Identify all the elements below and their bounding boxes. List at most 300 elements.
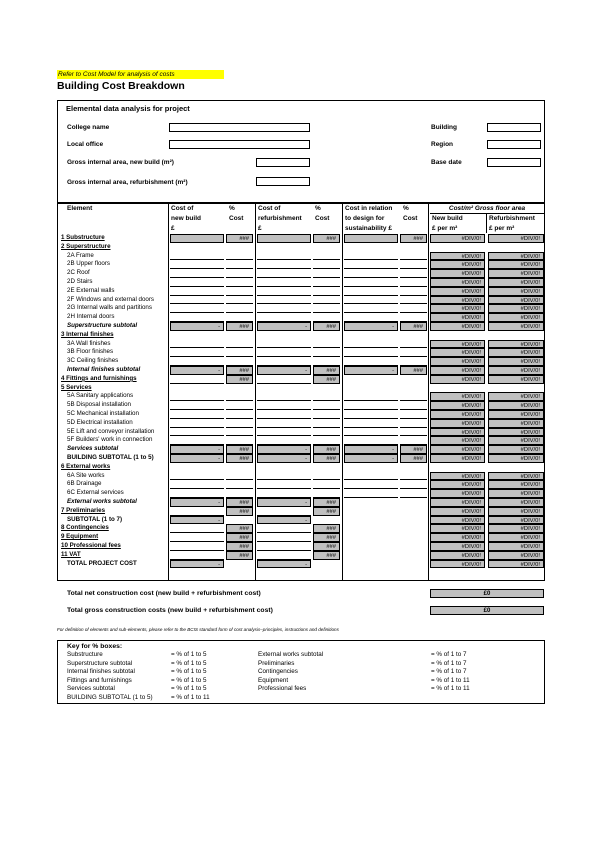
cell-p3[interactable]: [400, 410, 427, 419]
cell-c3: [344, 234, 398, 243]
cell-p3[interactable]: [400, 340, 427, 349]
region-label: Region: [431, 141, 454, 148]
key-element: Superstructure subtotal: [67, 659, 133, 667]
cell-c3[interactable]: [344, 313, 398, 322]
cell-c3: -: [344, 454, 398, 463]
key-col-formula: [171, 651, 210, 702]
cell-p3: ###: [400, 322, 427, 331]
table-row: [58, 357, 544, 366]
cell-p2[interactable]: [313, 419, 340, 428]
cell-p3[interactable]: [400, 480, 427, 489]
cell-p2[interactable]: [313, 472, 340, 481]
cell-g2: #DIV/0!: [488, 304, 544, 313]
cell-p3[interactable]: [400, 392, 427, 401]
cell-c3[interactable]: [344, 269, 398, 278]
cell-g2: #DIV/0!: [488, 551, 544, 560]
cell-c3: -: [344, 322, 398, 331]
cell-p3[interactable]: [400, 419, 427, 428]
cell-g1: #DIV/0!: [430, 551, 485, 560]
table-row: [58, 524, 544, 533]
cell-c3[interactable]: [344, 252, 398, 261]
table-row: [58, 322, 544, 331]
cell-c1: -: [170, 322, 224, 331]
cost-model-note: Refer to Cost Model for analysis of costs: [57, 70, 224, 79]
cell-p2: ###: [313, 507, 340, 516]
cell-p3[interactable]: [400, 436, 427, 445]
cell-g1: #DIV/0!: [430, 498, 485, 507]
cell-c2[interactable]: [257, 533, 311, 542]
table-row: [58, 260, 544, 269]
cell-p2[interactable]: [313, 392, 340, 401]
cell-g2: #DIV/0!: [488, 252, 544, 261]
cell-g1: #DIV/0!: [430, 348, 485, 357]
cell-p1[interactable]: [226, 401, 253, 410]
cell-c3[interactable]: [344, 489, 398, 498]
table-row: [58, 489, 544, 498]
cell-p3: ###: [400, 234, 427, 243]
key-formula: = % of 1 to 7: [431, 659, 467, 667]
cell-p3[interactable]: [400, 287, 427, 296]
cell-c3[interactable]: [344, 340, 398, 349]
cell-p2[interactable]: [313, 278, 340, 287]
cell-g1: #DIV/0!: [430, 436, 485, 445]
cell-p2[interactable]: [313, 348, 340, 357]
cell-g1: #DIV/0!: [430, 524, 485, 533]
cell-c2[interactable]: [257, 428, 311, 437]
cell-g1: #DIV/0!: [430, 480, 485, 489]
cell-p3: ###: [400, 366, 427, 375]
cell-p2[interactable]: [313, 340, 340, 349]
cell-g2: #DIV/0!: [488, 489, 544, 498]
cell-p2: ###: [313, 454, 340, 463]
cell-c2[interactable]: [257, 524, 311, 533]
cell-g1: #DIV/0!: [430, 375, 485, 384]
cell-g2: #DIV/0!: [488, 234, 544, 243]
cell-c1[interactable]: [170, 260, 224, 269]
cell-p3[interactable]: [400, 401, 427, 410]
row-label: 2G Internal walls and partitions: [67, 304, 152, 312]
cell-c1[interactable]: [170, 507, 224, 516]
cell-p2[interactable]: [313, 489, 340, 498]
key-element: Preliminaries: [258, 659, 295, 667]
cell-c2[interactable]: [257, 551, 311, 560]
cell-g2: #DIV/0!: [488, 392, 544, 401]
cell-c1[interactable]: [170, 296, 224, 305]
cell-p3[interactable]: [400, 357, 427, 366]
cell-g2: #DIV/0!: [488, 560, 544, 569]
row-label: 10 Professional fees: [61, 542, 121, 549]
cell-c1[interactable]: [170, 269, 224, 278]
key-formula: = % of 1 to 5: [171, 685, 207, 692]
cell-p3[interactable]: [400, 252, 427, 261]
cell-c3[interactable]: [344, 428, 398, 437]
cell-g2: #DIV/0!: [488, 410, 544, 419]
cell-c2[interactable]: [257, 313, 311, 322]
header-pct-1: %: [229, 205, 235, 212]
cell-c1[interactable]: [170, 524, 224, 533]
project-form: [57, 100, 545, 203]
cell-c2[interactable]: [257, 392, 311, 401]
cell-g1: #DIV/0!: [430, 260, 485, 269]
cell-g1: #DIV/0!: [430, 357, 485, 366]
cell-c2[interactable]: [257, 489, 311, 498]
header-pct-2: Cost: [229, 215, 244, 222]
header-cost-refurb-2: refurbishment: [258, 215, 302, 222]
cell-p3[interactable]: [400, 428, 427, 437]
cell-p2[interactable]: [313, 436, 340, 445]
table-row: [58, 296, 544, 305]
cell-g1: #DIV/0!: [430, 445, 485, 454]
cell-c3[interactable]: [344, 392, 398, 401]
gia-refurb-field[interactable]: [256, 177, 310, 186]
cell-p1[interactable]: [226, 472, 253, 481]
gia-new-field[interactable]: [256, 158, 310, 167]
key-element: Professional fees: [258, 685, 307, 692]
cell-p2[interactable]: [313, 304, 340, 313]
cell-p1[interactable]: [226, 410, 253, 419]
cell-g1: #DIV/0!: [430, 304, 485, 313]
cell-g1: #DIV/0!: [430, 340, 485, 349]
cell-g2: #DIV/0!: [488, 340, 544, 349]
cell-c1: -: [170, 498, 224, 507]
cell-c3[interactable]: [344, 304, 398, 313]
cell-p2[interactable]: [313, 260, 340, 269]
row-label: 3A Wall finishes: [67, 339, 111, 347]
cell-p1[interactable]: [226, 252, 253, 261]
cell-p2[interactable]: [313, 269, 340, 278]
table-row: [58, 348, 544, 357]
cell-p1[interactable]: [226, 480, 253, 489]
cell-c1[interactable]: [170, 392, 224, 401]
cell-c1[interactable]: [170, 410, 224, 419]
cell-p2[interactable]: [313, 287, 340, 296]
cell-g1: #DIV/0!: [430, 287, 485, 296]
cell-c2[interactable]: [257, 472, 311, 481]
row-label: 8 Contingencies: [61, 524, 109, 532]
cell-c2[interactable]: [257, 375, 311, 384]
college-name-field[interactable]: [169, 123, 310, 132]
table-row: [58, 516, 544, 525]
cell-c2[interactable]: [257, 480, 311, 489]
cell-c3[interactable]: [344, 472, 398, 481]
cell-c2[interactable]: [257, 542, 311, 551]
row-label: Services subtotal: [67, 445, 119, 453]
row-label: Internal finishes subtotal: [67, 366, 141, 373]
cell-g1: #DIV/0!: [430, 489, 485, 498]
header-cost-new-2: new build: [171, 215, 201, 222]
cell-c2[interactable]: [257, 348, 311, 357]
table-row: [58, 542, 544, 551]
header-pct3-1: %: [403, 205, 409, 212]
definition-note: For definition of elements and sub-elements, please refer to the BCIS standard form of cost analysis–principles, instructions and definitions: [57, 627, 339, 632]
cell-p1[interactable]: [226, 419, 253, 428]
cell-p2[interactable]: [313, 480, 340, 489]
cell-g1: #DIV/0!: [430, 234, 485, 243]
table-row: [58, 463, 544, 472]
cell-c1[interactable]: [170, 357, 224, 366]
row-label: 3C Ceiling finishes: [67, 357, 119, 365]
cell-p1: ###: [226, 445, 253, 454]
cell-p2[interactable]: [313, 357, 340, 366]
net-total-label: Total net construction cost (new build + refurbishment cost): [67, 590, 261, 597]
cell-g1: #DIV/0!: [430, 269, 485, 278]
row-label: 2H Internal doors: [67, 313, 115, 321]
cell-p2: ###: [313, 366, 340, 375]
cell-c1: -: [170, 516, 224, 525]
cell-g1: #DIV/0!: [430, 392, 485, 401]
cell-p3[interactable]: [400, 313, 427, 322]
cell-c2[interactable]: [257, 260, 311, 269]
cell-c3[interactable]: [344, 278, 398, 287]
cell-p3[interactable]: [400, 304, 427, 313]
cell-g2: #DIV/0!: [488, 348, 544, 357]
cell-c2: -: [257, 498, 311, 507]
cell-p2[interactable]: [313, 428, 340, 437]
table-row: [58, 392, 544, 401]
row-label: 5B Disposal installation: [67, 401, 131, 409]
cell-c1[interactable]: [170, 489, 224, 498]
cell-p1: ###: [226, 234, 253, 243]
key-element: Equipment: [258, 676, 289, 684]
cell-c3[interactable]: [344, 260, 398, 269]
cell-c1[interactable]: [170, 278, 224, 287]
cell-c1[interactable]: [170, 340, 224, 349]
row-label: 7 Preliminaries: [61, 506, 106, 514]
cell-g1: #DIV/0!: [430, 516, 485, 525]
cell-c2: -: [257, 454, 311, 463]
key-formula: = % of 1 to 7: [431, 668, 467, 675]
row-label: 9 Equipment: [61, 533, 99, 541]
table-row: [58, 507, 544, 516]
row-label: External works subtotal: [67, 498, 137, 505]
cell-p1: ###: [226, 551, 253, 560]
cell-p2[interactable]: [313, 410, 340, 419]
cell-p2: ###: [313, 524, 340, 533]
cell-p1: ###: [226, 375, 253, 384]
cell-g1: #DIV/0!: [430, 313, 485, 322]
cell-c2: -: [257, 516, 311, 525]
cell-c1[interactable]: [170, 480, 224, 489]
table-row: [58, 304, 544, 313]
cell-c1[interactable]: [170, 401, 224, 410]
cell-c2[interactable]: [257, 410, 311, 419]
cell-c1[interactable]: [170, 436, 224, 445]
cell-p2[interactable]: [313, 252, 340, 261]
cell-p1: ###: [226, 454, 253, 463]
cell-c2[interactable]: [257, 419, 311, 428]
cell-p3: ###: [400, 445, 427, 454]
base-date-field[interactable]: [487, 158, 541, 167]
cell-c1[interactable]: [170, 551, 224, 560]
cell-c2[interactable]: [257, 278, 311, 287]
cell-g2: #DIV/0!: [488, 428, 544, 437]
cell-c2[interactable]: [257, 507, 311, 516]
table-row: [58, 287, 544, 296]
cell-p1[interactable]: [226, 340, 253, 349]
table-row: [58, 375, 544, 384]
cell-c3[interactable]: [344, 436, 398, 445]
cell-c1[interactable]: [170, 472, 224, 481]
cell-p3[interactable]: [400, 348, 427, 357]
cell-p1[interactable]: [226, 269, 253, 278]
cell-g1: #DIV/0!: [430, 560, 485, 569]
cell-c3[interactable]: [344, 357, 398, 366]
cell-g1: #DIV/0!: [430, 542, 485, 551]
cell-c2[interactable]: [257, 401, 311, 410]
cell-p2[interactable]: [313, 296, 340, 305]
cell-p1[interactable]: [226, 278, 253, 287]
cell-c1: -: [170, 445, 224, 454]
cell-p3[interactable]: [400, 472, 427, 481]
cell-p3[interactable]: [400, 260, 427, 269]
college-name-label: College name: [67, 124, 110, 131]
cell-p1[interactable]: [226, 489, 253, 498]
table-row: [58, 436, 544, 445]
key-element: External works subtotal: [258, 651, 324, 658]
local-office-field[interactable]: [169, 140, 310, 149]
header-pct2-1: %: [315, 205, 321, 212]
cell-c2[interactable]: [257, 304, 311, 313]
cell-p1[interactable]: [226, 428, 253, 437]
cell-c3[interactable]: [344, 410, 398, 419]
cell-c3[interactable]: [344, 296, 398, 305]
cell-c2[interactable]: [257, 436, 311, 445]
table-row: [58, 445, 544, 454]
cell-p1[interactable]: [226, 304, 253, 313]
cell-g2: #DIV/0!: [488, 419, 544, 428]
cell-c2[interactable]: [257, 296, 311, 305]
cell-c1[interactable]: [170, 313, 224, 322]
cell-c2[interactable]: [257, 269, 311, 278]
cell-g1: #DIV/0!: [430, 366, 485, 375]
cell-p2[interactable]: [313, 401, 340, 410]
cell-c3[interactable]: [344, 419, 398, 428]
header-cost-sust-3: sustainability £: [345, 225, 392, 232]
row-label: TOTAL PROJECT COST: [67, 559, 137, 567]
row-label: 6A Site works: [67, 471, 105, 479]
table-row: [58, 454, 544, 463]
row-label: 2D Stairs: [67, 278, 93, 285]
table-row: [58, 472, 544, 481]
cell-c2[interactable]: [257, 252, 311, 261]
cell-g2: #DIV/0!: [488, 278, 544, 287]
cell-g1: #DIV/0!: [430, 472, 485, 481]
table-row: [58, 551, 544, 560]
cell-p2: ###: [313, 498, 340, 507]
header-gfa-refurb-2: £ per m²: [489, 225, 515, 232]
cell-p2: ###: [313, 375, 340, 384]
cell-p1[interactable]: [226, 313, 253, 322]
cell-p2: ###: [313, 551, 340, 560]
cell-p1: ###: [226, 498, 253, 507]
cell-c2: -: [257, 366, 311, 375]
cell-p1[interactable]: [226, 260, 253, 269]
row-label: 6 External works: [61, 462, 111, 470]
cell-c1[interactable]: [170, 287, 224, 296]
row-label: 5E Lift and conveyor installation: [67, 427, 155, 435]
gia-refurb-label: Gross internal area, refurbishment (m²): [67, 179, 188, 186]
cell-c1[interactable]: [170, 375, 224, 384]
key-element: Internal finishes subtotal: [67, 668, 135, 675]
cell-g2: #DIV/0!: [488, 401, 544, 410]
key-col-elements: [67, 651, 153, 702]
base-date-label: Base date: [431, 159, 462, 166]
cell-g2: #DIV/0!: [488, 366, 544, 375]
table-row: [58, 313, 544, 322]
cell-c1[interactable]: [170, 533, 224, 542]
cell-g2: #DIV/0!: [488, 454, 544, 463]
cell-g2: #DIV/0!: [488, 322, 544, 331]
cell-p1[interactable]: [226, 287, 253, 296]
cell-p1[interactable]: [226, 296, 253, 305]
cell-g1: #DIV/0!: [430, 322, 485, 331]
gross-total-value: £0: [430, 606, 544, 615]
cell-g2: #DIV/0!: [488, 357, 544, 366]
key-formula: = % of 1 to 5: [171, 668, 207, 675]
cell-p1: ###: [226, 366, 253, 375]
cell-p1[interactable]: [226, 357, 253, 366]
cell-c1[interactable]: [170, 348, 224, 357]
cell-p2: ###: [313, 234, 340, 243]
cell-p3[interactable]: [400, 269, 427, 278]
table-row: [58, 340, 544, 349]
cell-g1: #DIV/0!: [430, 278, 485, 287]
building-field[interactable]: [487, 123, 541, 132]
cell-p2[interactable]: [313, 313, 340, 322]
cell-c1[interactable]: [170, 428, 224, 437]
cell-p2: ###: [313, 533, 340, 542]
cell-c2[interactable]: [257, 340, 311, 349]
cell-p3[interactable]: [400, 296, 427, 305]
cell-p1[interactable]: [226, 348, 253, 357]
cell-c1[interactable]: [170, 304, 224, 313]
cell-g1: #DIV/0!: [430, 252, 485, 261]
cell-p3[interactable]: [400, 489, 427, 498]
row-label: 2B Upper floors: [67, 260, 110, 268]
cell-p1[interactable]: [226, 392, 253, 401]
cell-c1: -: [170, 454, 224, 463]
cell-c3[interactable]: [344, 401, 398, 410]
cell-p1: ###: [226, 507, 253, 516]
cell-p1: ###: [226, 542, 253, 551]
cell-c3[interactable]: [344, 348, 398, 357]
cell-c2[interactable]: [257, 287, 311, 296]
cell-c3[interactable]: [344, 480, 398, 489]
cell-c1[interactable]: [170, 252, 224, 261]
cell-g2: #DIV/0!: [488, 445, 544, 454]
row-label: 6C External services: [67, 489, 124, 497]
region-field[interactable]: [487, 140, 541, 149]
key-formula: = % of 1 to 5: [171, 659, 207, 667]
page-title: Building Cost Breakdown: [57, 80, 185, 92]
table-row: [58, 410, 544, 419]
cell-p1[interactable]: [226, 436, 253, 445]
header-gfa-new-2: £ per m²: [432, 225, 458, 232]
cell-c1[interactable]: [170, 542, 224, 551]
table-row: [58, 560, 544, 569]
header-cost-sust-1: Cost in relation: [345, 205, 393, 212]
cell-p3[interactable]: [400, 278, 427, 287]
cell-c3[interactable]: [344, 287, 398, 296]
cell-g2: #DIV/0!: [488, 472, 544, 481]
key-col-elements-2: [258, 651, 323, 694]
key-element: Substructure: [67, 651, 103, 658]
cell-c2[interactable]: [257, 357, 311, 366]
header-element: Element: [67, 205, 93, 212]
key-formula: = % of 1 to 7: [431, 651, 467, 658]
cell-c1[interactable]: [170, 419, 224, 428]
header-cost-sust-2: to design for: [345, 215, 385, 222]
